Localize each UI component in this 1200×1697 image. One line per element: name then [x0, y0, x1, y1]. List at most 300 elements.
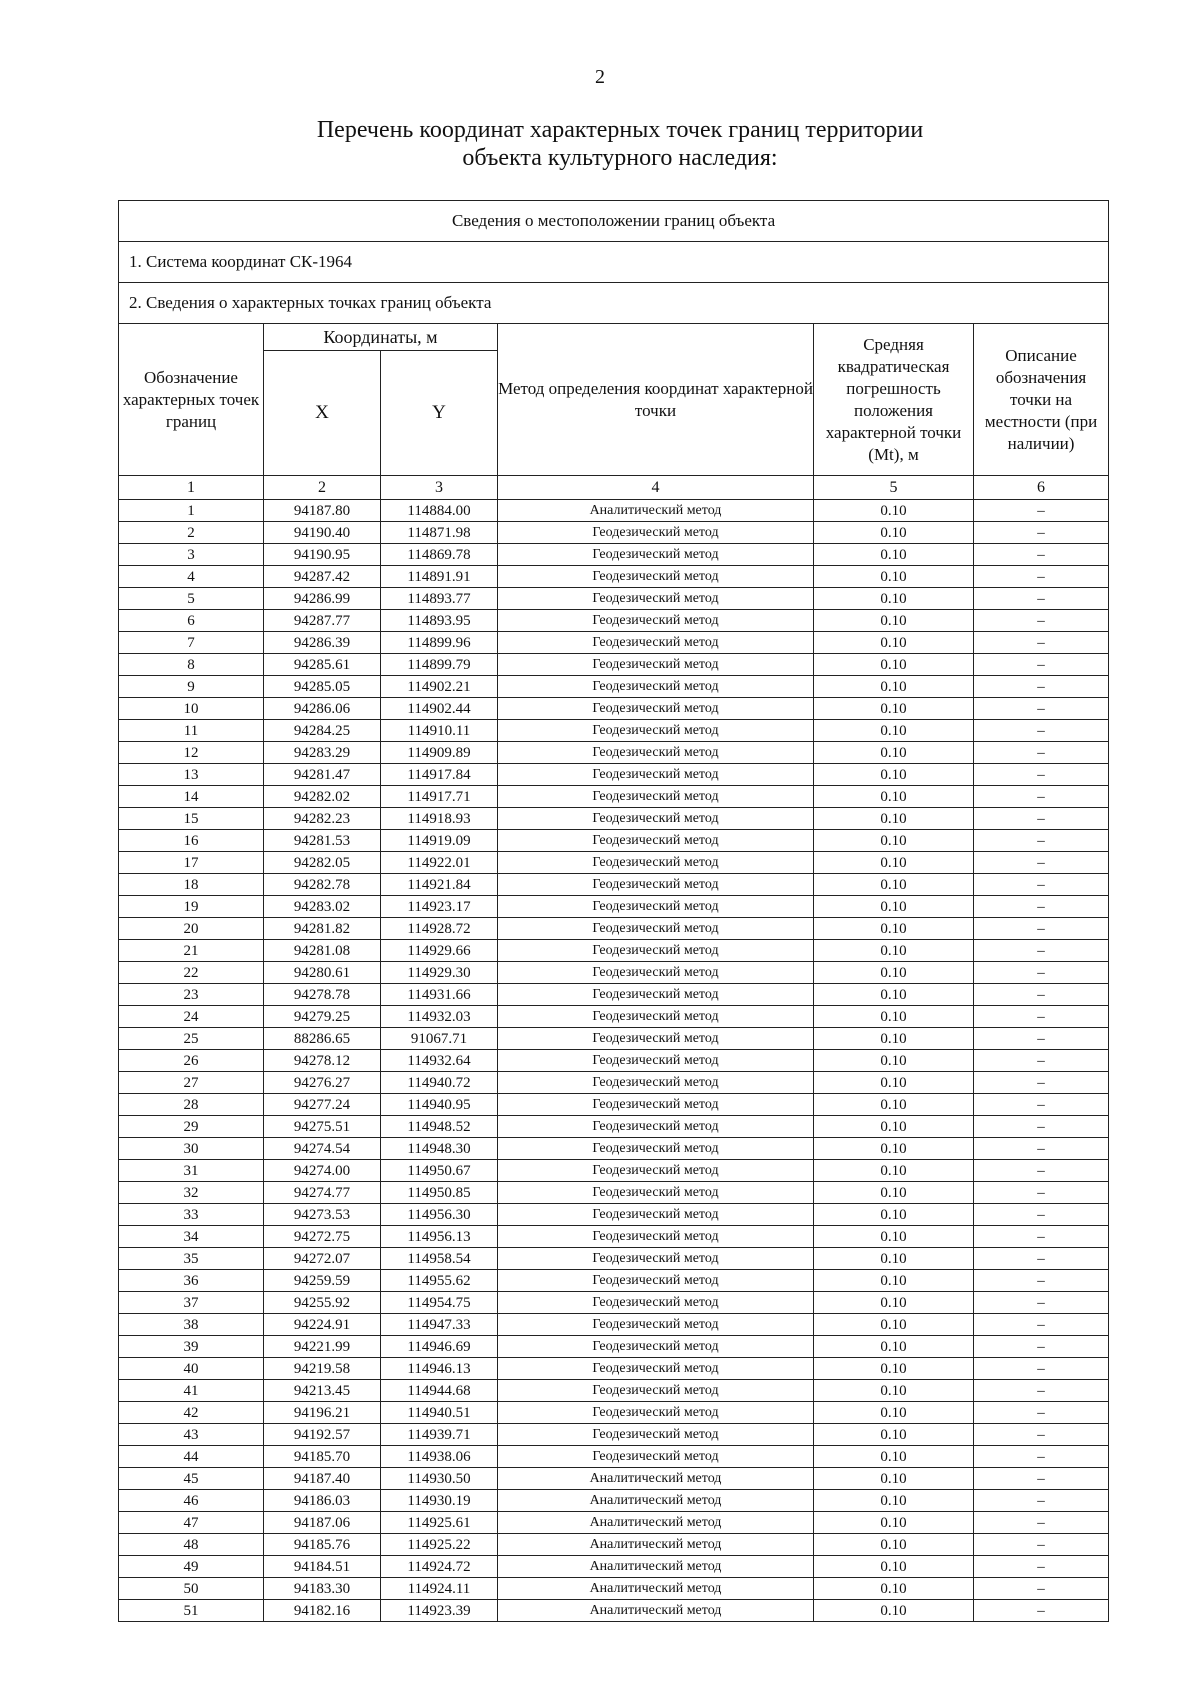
point-id-cell: 50 — [119, 1578, 264, 1600]
error-cell: 0.10 — [814, 1600, 974, 1622]
method-cell: Геодезический метод — [498, 1292, 814, 1314]
error-cell: 0.10 — [814, 500, 974, 522]
method-cell: Геодезический метод — [498, 654, 814, 676]
x-coordinate-cell: 94281.47 — [264, 764, 381, 786]
table-row — [119, 544, 1109, 566]
description-cell: – — [974, 1490, 1109, 1512]
x-coordinate-cell: 94259.59 — [264, 1270, 381, 1292]
error-cell: 0.10 — [814, 1490, 974, 1512]
x-coordinate-cell: 94272.07 — [264, 1248, 381, 1270]
header-coordinates: Координаты, м — [264, 324, 498, 351]
description-cell: – — [974, 1226, 1109, 1248]
description-cell: – — [974, 632, 1109, 654]
header-error: Средняя квадратическая погрешность положения характерной точки (Mt), м — [814, 324, 974, 476]
method-cell: Геодезический метод — [498, 786, 814, 808]
point-id-cell: 38 — [119, 1314, 264, 1336]
method-cell: Геодезический метод — [498, 962, 814, 984]
y-coordinate-cell: 114925.22 — [381, 1534, 498, 1556]
point-id-cell: 6 — [119, 610, 264, 632]
error-cell: 0.10 — [814, 786, 974, 808]
y-coordinate-cell: 114917.71 — [381, 786, 498, 808]
point-id-cell: 26 — [119, 1050, 264, 1072]
error-cell: 0.10 — [814, 1314, 974, 1336]
description-cell: – — [974, 1006, 1109, 1028]
x-coordinate-cell: 94276.27 — [264, 1072, 381, 1094]
error-cell: 0.10 — [814, 1204, 974, 1226]
point-id-cell: 41 — [119, 1380, 264, 1402]
x-coordinate-cell: 94274.77 — [264, 1182, 381, 1204]
description-cell: – — [974, 742, 1109, 764]
column-numbers-row — [119, 476, 1109, 500]
method-cell: Аналитический метод — [498, 1556, 814, 1578]
table-row — [119, 1314, 1109, 1336]
point-id-cell: 49 — [119, 1556, 264, 1578]
column-number: 1 — [119, 476, 264, 500]
description-cell: – — [974, 896, 1109, 918]
y-coordinate-cell: 114940.95 — [381, 1094, 498, 1116]
column-number: 3 — [381, 476, 498, 500]
document-title — [240, 116, 1000, 172]
table-row — [119, 1270, 1109, 1292]
description-cell: – — [974, 1028, 1109, 1050]
y-coordinate-cell: 114931.66 — [381, 984, 498, 1006]
table-row — [119, 1358, 1109, 1380]
header-method: Метод определения координат характерной точки — [498, 324, 814, 476]
x-coordinate-cell: 94286.39 — [264, 632, 381, 654]
y-coordinate-cell: 114921.84 — [381, 874, 498, 896]
method-cell: Геодезический метод — [498, 588, 814, 610]
point-id-cell: 24 — [119, 1006, 264, 1028]
description-cell: – — [974, 1292, 1109, 1314]
y-coordinate-cell: 114950.85 — [381, 1182, 498, 1204]
error-cell: 0.10 — [814, 676, 974, 698]
x-coordinate-cell: 94282.05 — [264, 852, 381, 874]
description-cell: – — [974, 654, 1109, 676]
point-id-cell: 5 — [119, 588, 264, 610]
error-cell: 0.10 — [814, 1116, 974, 1138]
point-id-cell: 47 — [119, 1512, 264, 1534]
column-number: 6 — [974, 476, 1109, 500]
method-cell: Геодезический метод — [498, 852, 814, 874]
x-coordinate-cell: 94184.51 — [264, 1556, 381, 1578]
description-cell: – — [974, 1380, 1109, 1402]
title-line-2: объекта культурного наследия: — [462, 145, 778, 171]
x-coordinate-cell: 94285.61 — [264, 654, 381, 676]
x-coordinate-cell: 94185.76 — [264, 1534, 381, 1556]
table-row — [119, 522, 1109, 544]
y-coordinate-cell: 114922.01 — [381, 852, 498, 874]
x-coordinate-cell: 94224.91 — [264, 1314, 381, 1336]
error-cell: 0.10 — [814, 1556, 974, 1578]
error-cell: 0.10 — [814, 1402, 974, 1424]
header-x: X — [264, 351, 381, 476]
description-cell: – — [974, 808, 1109, 830]
table-row — [119, 962, 1109, 984]
method-cell: Геодезический метод — [498, 764, 814, 786]
description-cell: – — [974, 720, 1109, 742]
method-cell: Геодезический метод — [498, 676, 814, 698]
table-row — [119, 940, 1109, 962]
table-row — [119, 786, 1109, 808]
error-cell: 0.10 — [814, 1006, 974, 1028]
error-cell: 0.10 — [814, 632, 974, 654]
description-cell: – — [974, 1182, 1109, 1204]
y-coordinate-cell: 114902.44 — [381, 698, 498, 720]
point-id-cell: 36 — [119, 1270, 264, 1292]
method-cell: Геодезический метод — [498, 1270, 814, 1292]
error-cell: 0.10 — [814, 896, 974, 918]
x-coordinate-cell: 94281.53 — [264, 830, 381, 852]
x-coordinate-cell: 94196.21 — [264, 1402, 381, 1424]
method-cell: Геодезический метод — [498, 1336, 814, 1358]
table-row — [119, 918, 1109, 940]
y-coordinate-cell: 114923.39 — [381, 1600, 498, 1622]
table-row — [119, 1138, 1109, 1160]
x-coordinate-cell: 94281.82 — [264, 918, 381, 940]
description-cell: – — [974, 1270, 1109, 1292]
method-cell: Геодезический метод — [498, 698, 814, 720]
table-row — [119, 1006, 1109, 1028]
description-cell: – — [974, 874, 1109, 896]
method-cell: Геодезический метод — [498, 1226, 814, 1248]
method-cell: Геодезический метод — [498, 1094, 814, 1116]
x-coordinate-cell: 94278.12 — [264, 1050, 381, 1072]
error-cell: 0.10 — [814, 830, 974, 852]
x-coordinate-cell: 94281.08 — [264, 940, 381, 962]
description-cell: – — [974, 1424, 1109, 1446]
point-id-cell: 35 — [119, 1248, 264, 1270]
method-cell: Геодезический метод — [498, 742, 814, 764]
x-coordinate-cell: 94277.24 — [264, 1094, 381, 1116]
error-cell: 0.10 — [814, 1138, 974, 1160]
y-coordinate-cell: 114932.03 — [381, 1006, 498, 1028]
point-id-cell: 15 — [119, 808, 264, 830]
point-id-cell: 30 — [119, 1138, 264, 1160]
point-id-cell: 4 — [119, 566, 264, 588]
x-coordinate-cell: 94274.00 — [264, 1160, 381, 1182]
description-cell: – — [974, 1556, 1109, 1578]
description-cell: – — [974, 984, 1109, 1006]
y-coordinate-cell: 114944.68 — [381, 1380, 498, 1402]
x-coordinate-cell: 94280.61 — [264, 962, 381, 984]
y-coordinate-cell: 114884.00 — [381, 500, 498, 522]
point-id-cell: 43 — [119, 1424, 264, 1446]
error-cell: 0.10 — [814, 610, 974, 632]
table-row — [119, 1336, 1109, 1358]
y-coordinate-cell: 114923.17 — [381, 896, 498, 918]
description-cell: – — [974, 918, 1109, 940]
y-coordinate-cell: 114956.30 — [381, 1204, 498, 1226]
y-coordinate-cell: 114946.69 — [381, 1336, 498, 1358]
table-row — [119, 698, 1109, 720]
error-cell: 0.10 — [814, 1270, 974, 1292]
point-id-cell: 29 — [119, 1116, 264, 1138]
method-cell: Геодезический метод — [498, 808, 814, 830]
x-coordinate-cell: 94187.40 — [264, 1468, 381, 1490]
point-id-cell: 2 — [119, 522, 264, 544]
x-coordinate-cell: 94283.02 — [264, 896, 381, 918]
error-cell: 0.10 — [814, 1072, 974, 1094]
description-cell: – — [974, 940, 1109, 962]
description-cell: – — [974, 852, 1109, 874]
method-cell: Геодезический метод — [498, 874, 814, 896]
x-coordinate-cell: 94187.06 — [264, 1512, 381, 1534]
error-cell: 0.10 — [814, 1578, 974, 1600]
y-coordinate-cell: 114924.11 — [381, 1578, 498, 1600]
error-cell: 0.10 — [814, 1248, 974, 1270]
point-id-cell: 11 — [119, 720, 264, 742]
error-cell: 0.10 — [814, 742, 974, 764]
y-coordinate-cell: 114899.96 — [381, 632, 498, 654]
x-coordinate-cell: 94219.58 — [264, 1358, 381, 1380]
error-cell: 0.10 — [814, 984, 974, 1006]
x-coordinate-cell: 94272.75 — [264, 1226, 381, 1248]
method-cell: Геодезический метод — [498, 918, 814, 940]
point-id-cell: 34 — [119, 1226, 264, 1248]
column-number: 5 — [814, 476, 974, 500]
title-line-1: Перечень координат характерных точек границ территории — [316, 117, 924, 143]
method-cell: Геодезический метод — [498, 1424, 814, 1446]
error-cell: 0.10 — [814, 940, 974, 962]
method-cell: Геодезический метод — [498, 1160, 814, 1182]
table-row — [119, 676, 1109, 698]
y-coordinate-cell: 114902.21 — [381, 676, 498, 698]
error-cell: 0.10 — [814, 522, 974, 544]
x-coordinate-cell: 94282.02 — [264, 786, 381, 808]
error-cell: 0.10 — [814, 1050, 974, 1072]
method-cell: Геодезический метод — [498, 1072, 814, 1094]
table-row — [119, 1512, 1109, 1534]
error-cell: 0.10 — [814, 1028, 974, 1050]
table-row — [119, 654, 1109, 676]
error-cell: 0.10 — [814, 1226, 974, 1248]
table-row — [119, 1534, 1109, 1556]
method-cell: Аналитический метод — [498, 1468, 814, 1490]
point-id-cell: 44 — [119, 1446, 264, 1468]
table-row — [119, 1160, 1109, 1182]
point-id-cell: 21 — [119, 940, 264, 962]
table-row — [119, 1600, 1109, 1622]
x-coordinate-cell: 94183.30 — [264, 1578, 381, 1600]
point-id-cell: 14 — [119, 786, 264, 808]
error-cell: 0.10 — [814, 1534, 974, 1556]
x-coordinate-cell: 94187.80 — [264, 500, 381, 522]
column-number: 4 — [498, 476, 814, 500]
method-cell: Аналитический метод — [498, 500, 814, 522]
table-row — [119, 588, 1109, 610]
x-coordinate-cell: 94284.25 — [264, 720, 381, 742]
method-cell: Геодезический метод — [498, 720, 814, 742]
error-cell: 0.10 — [814, 852, 974, 874]
method-cell: Геодезический метод — [498, 1006, 814, 1028]
description-cell: – — [974, 1468, 1109, 1490]
description-cell: – — [974, 1138, 1109, 1160]
point-id-cell: 42 — [119, 1402, 264, 1424]
table-row — [119, 610, 1109, 632]
error-cell: 0.10 — [814, 1358, 974, 1380]
x-coordinate-cell: 94278.78 — [264, 984, 381, 1006]
y-coordinate-cell: 91067.71 — [381, 1028, 498, 1050]
table-row — [119, 1204, 1109, 1226]
description-cell: – — [974, 1600, 1109, 1622]
error-cell: 0.10 — [814, 544, 974, 566]
table-row — [119, 984, 1109, 1006]
description-cell: – — [974, 1336, 1109, 1358]
y-coordinate-cell: 114939.71 — [381, 1424, 498, 1446]
method-cell: Аналитический метод — [498, 1534, 814, 1556]
table-row — [119, 500, 1109, 522]
y-coordinate-cell: 114956.13 — [381, 1226, 498, 1248]
error-cell: 0.10 — [814, 962, 974, 984]
x-coordinate-cell: 94255.92 — [264, 1292, 381, 1314]
y-coordinate-cell: 114891.91 — [381, 566, 498, 588]
method-cell: Геодезический метод — [498, 1182, 814, 1204]
header-y: Y — [381, 351, 498, 476]
x-coordinate-cell: 94190.40 — [264, 522, 381, 544]
y-coordinate-cell: 114950.67 — [381, 1160, 498, 1182]
y-coordinate-cell: 114869.78 — [381, 544, 498, 566]
table-row — [119, 1028, 1109, 1050]
error-cell: 0.10 — [814, 808, 974, 830]
point-id-cell: 46 — [119, 1490, 264, 1512]
description-cell: – — [974, 544, 1109, 566]
table-row — [119, 764, 1109, 786]
description-cell: – — [974, 830, 1109, 852]
point-id-cell: 12 — [119, 742, 264, 764]
y-coordinate-cell: 114910.11 — [381, 720, 498, 742]
description-cell: – — [974, 1578, 1109, 1600]
method-cell: Геодезический метод — [498, 940, 814, 962]
table-row — [119, 808, 1109, 830]
table-row — [119, 1050, 1109, 1072]
error-cell: 0.10 — [814, 654, 974, 676]
table-row — [119, 566, 1109, 588]
table-row — [119, 1226, 1109, 1248]
y-coordinate-cell: 114958.54 — [381, 1248, 498, 1270]
header-point: Обозначение характерных точек границ — [119, 324, 264, 476]
x-coordinate-cell: 94182.16 — [264, 1600, 381, 1622]
method-cell: Геодезический метод — [498, 1446, 814, 1468]
method-cell: Геодезический метод — [498, 1358, 814, 1380]
error-cell: 0.10 — [814, 566, 974, 588]
description-cell: – — [974, 1314, 1109, 1336]
y-coordinate-cell: 114929.66 — [381, 940, 498, 962]
x-coordinate-cell: 94275.51 — [264, 1116, 381, 1138]
description-cell: – — [974, 676, 1109, 698]
point-id-cell: 10 — [119, 698, 264, 720]
table-row — [119, 720, 1109, 742]
x-coordinate-cell: 94286.99 — [264, 588, 381, 610]
page-number: 2 — [595, 66, 605, 88]
method-cell: Геодезический метод — [498, 1204, 814, 1226]
table-row — [119, 1402, 1109, 1424]
description-cell: – — [974, 698, 1109, 720]
error-cell: 0.10 — [814, 1094, 974, 1116]
y-coordinate-cell: 114955.62 — [381, 1270, 498, 1292]
table-row — [119, 1094, 1109, 1116]
table-row — [119, 1578, 1109, 1600]
method-cell: Геодезический метод — [498, 1138, 814, 1160]
method-cell: Геодезический метод — [498, 830, 814, 852]
x-coordinate-cell: 94213.45 — [264, 1380, 381, 1402]
x-coordinate-cell: 94286.06 — [264, 698, 381, 720]
y-coordinate-cell: 114925.61 — [381, 1512, 498, 1534]
table-row — [119, 1072, 1109, 1094]
y-coordinate-cell: 114929.30 — [381, 962, 498, 984]
y-coordinate-cell: 114938.06 — [381, 1446, 498, 1468]
y-coordinate-cell: 114932.64 — [381, 1050, 498, 1072]
point-id-cell: 39 — [119, 1336, 264, 1358]
header-description: Описание обозначения точки на местности (при наличии) — [974, 324, 1109, 476]
method-cell: Аналитический метод — [498, 1490, 814, 1512]
y-coordinate-cell: 114871.98 — [381, 522, 498, 544]
point-id-cell: 28 — [119, 1094, 264, 1116]
description-cell: – — [974, 1446, 1109, 1468]
description-cell: – — [974, 1534, 1109, 1556]
coordinate-system: 1. Система координат СК-1964 — [119, 242, 1109, 283]
description-cell: – — [974, 1050, 1109, 1072]
point-id-cell: 22 — [119, 962, 264, 984]
y-coordinate-cell: 114940.72 — [381, 1072, 498, 1094]
point-id-cell: 37 — [119, 1292, 264, 1314]
coordinates-table — [118, 200, 1109, 1622]
table-row — [119, 1490, 1109, 1512]
method-cell: Геодезический метод — [498, 896, 814, 918]
x-coordinate-cell: 94274.54 — [264, 1138, 381, 1160]
table-row — [119, 1556, 1109, 1578]
y-coordinate-cell: 114930.50 — [381, 1468, 498, 1490]
description-cell: – — [974, 1204, 1109, 1226]
error-cell: 0.10 — [814, 1446, 974, 1468]
point-id-cell: 23 — [119, 984, 264, 1006]
error-cell: 0.10 — [814, 1182, 974, 1204]
y-coordinate-cell: 114924.72 — [381, 1556, 498, 1578]
point-id-cell: 8 — [119, 654, 264, 676]
table-row — [119, 1182, 1109, 1204]
table-row — [119, 896, 1109, 918]
error-cell: 0.10 — [814, 1512, 974, 1534]
point-id-cell: 20 — [119, 918, 264, 940]
point-id-cell: 31 — [119, 1160, 264, 1182]
error-cell: 0.10 — [814, 698, 974, 720]
points-section-title: 2. Сведения о характерных точках границ объекта — [119, 283, 1109, 324]
y-coordinate-cell: 114893.95 — [381, 610, 498, 632]
y-coordinate-cell: 114893.77 — [381, 588, 498, 610]
error-cell: 0.10 — [814, 1424, 974, 1446]
x-coordinate-cell: 94282.78 — [264, 874, 381, 896]
method-cell: Геодезический метод — [498, 1028, 814, 1050]
x-coordinate-cell: 94186.03 — [264, 1490, 381, 1512]
method-cell: Геодезический метод — [498, 1050, 814, 1072]
y-coordinate-cell: 114947.33 — [381, 1314, 498, 1336]
method-cell: Аналитический метод — [498, 1512, 814, 1534]
point-id-cell: 51 — [119, 1600, 264, 1622]
description-cell: – — [974, 522, 1109, 544]
error-cell: 0.10 — [814, 1292, 974, 1314]
table-row — [119, 1116, 1109, 1138]
point-id-cell: 3 — [119, 544, 264, 566]
method-cell: Геодезический метод — [498, 544, 814, 566]
y-coordinate-cell: 114928.72 — [381, 918, 498, 940]
table-row — [119, 1248, 1109, 1270]
point-id-cell: 27 — [119, 1072, 264, 1094]
point-id-cell: 17 — [119, 852, 264, 874]
x-coordinate-cell: 94285.05 — [264, 676, 381, 698]
description-cell: – — [974, 1116, 1109, 1138]
description-cell: – — [974, 610, 1109, 632]
method-cell: Геодезический метод — [498, 1402, 814, 1424]
point-id-cell: 13 — [119, 764, 264, 786]
